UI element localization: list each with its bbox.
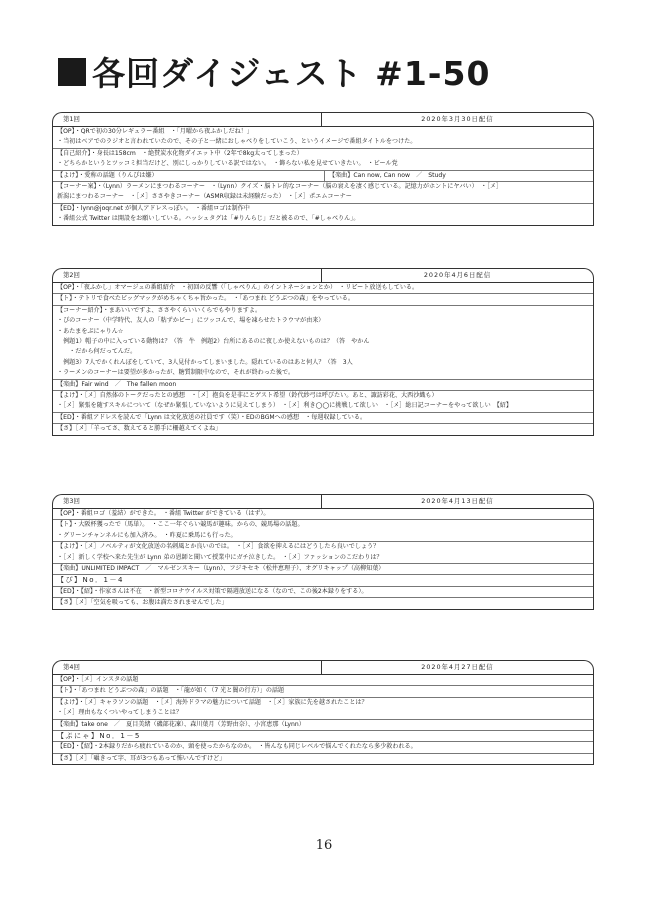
episode-row (53, 730, 593, 741)
episode-row (53, 203, 593, 225)
episode-date: 2020年4月13日配信 (321, 495, 593, 508)
row-text-line: 【ED】・【紹】・作家さんは不在 ・新型コロナウイルス対策で隔週放送になる（なので、この後2本録りをする）。 (57, 587, 368, 595)
episode-row (53, 305, 593, 379)
episode-block (52, 660, 594, 765)
row-text-line: 【OP】・番組ロゴ（羞結）ができた。 ・番組 Twitter ができている（はず）。 (57, 510, 270, 517)
episode-number: 第2回 (63, 271, 80, 279)
row-text-line: 【OP】・QRで初の30分レギュラー番組 ・「月曜から夜ふかしだね！」 (57, 128, 253, 135)
episode-row (53, 597, 593, 608)
row-text-line: 【自己紹介】・身長は158cm ・絶賛炭水化物ダイエット中（2年で8kg太ってしまった） (57, 149, 303, 157)
row-text-line: ・ラーメンのコーナーは要望が多かったが、糖質制限中なので、それが終わった後で。 (57, 369, 295, 377)
row-text-line: 【さ】［メ］「囁きって字、耳が3つもあって怖いんですけど」 (57, 754, 226, 762)
row-text-line: 【コーナー案】・（Lynn）ラーメンにまつわるコーナー ・（Lynn）クイズ・脳トレ的なコーナー（脳の衰えを凄く感じている。記憶力がホントにヤバい） ・［メ］ (57, 183, 503, 191)
row-left-cell: 【よけ】・愛称の話題（りんぴは嫌） (53, 171, 325, 181)
row-text-line: ・［メ］新しく学校へ来た先生が Lynn 弟の恩師と聞いて授業中にガチ泣きした。 ・［メ］ファッションのこだわりは？ (57, 553, 383, 561)
row-text-line: 新潟にまつわるコーナー ・［メ］ささやきコーナー（ASMR収録は未経験だった） ・［メ］ポエムコーナー (57, 193, 352, 201)
row-text-line: 【楽曲】take one ／ 夏目美緒（磯部花凜）、森川葉月（芳野由奈）、小宮恵那（Lynn） (57, 720, 305, 728)
episode-row (53, 412, 593, 423)
row-text-line: ・［メ］理由もなくついやってしまうことは？ (57, 709, 182, 717)
episode-row (53, 586, 593, 597)
row-text-line: ・番組公式 Twitter は開設をお願いしている。ハッシュタグは「#りんらじ」だと被るので、「#しゃべりん」。 (57, 215, 360, 223)
episode-block (52, 494, 594, 610)
episode-row (53, 127, 593, 148)
row-text-line: ・どちらかというとツッコミ担当だけど、別にしっかりしている訳ではない。 ・飾らない私を見せていきたい。 ・ビール党 (57, 160, 398, 168)
row-text-line: ・当初はベアでのラジオと言われていたので、その子と一緒におしゃべりをしていこう、というイメージで番組タイトルをつけた。 (57, 138, 417, 146)
page-title-text: 各回ダイジェスト #1-50 (92, 54, 491, 93)
episode-row (53, 753, 593, 764)
row-text-line: ・ぴのコーナー（中学時代、友人の「粘ずかピー」にツッコんで、場を凍らせたトラウマが由来） (57, 317, 325, 325)
episode-table (52, 282, 594, 436)
title-square-icon (58, 58, 86, 86)
episode-date: 2020年3月30日配信 (321, 113, 593, 126)
episode-row (53, 741, 593, 752)
row-text-line: 【さ】［メ］「羊ってさ、数えてると勝手に柵越えてくよね」 (57, 425, 222, 433)
row-text-line: 【よけ】・［メ］ノベルティが文化放送の名刺風とか良いのでは。 ・［メ］食欲を抑えるにはどうしたら良いでしょう？ (57, 543, 380, 551)
row-text-line: 【ト】・テトリで食べたビッグマックがめちゃくちゃ旨かった。 ・「あつまれ どうぶつの森」をやっている。 (57, 295, 354, 303)
episode-row (53, 390, 593, 412)
episode-date: 2020年4月6日配信 (321, 269, 593, 282)
episode-number: 第1回 (63, 115, 80, 123)
episode-row (53, 685, 593, 696)
row-text-line: 【さ】［メ］「空気を吸っても、お腹は満たされませんでした」 (57, 599, 228, 607)
episode-header (52, 112, 594, 126)
episode-table (52, 508, 594, 610)
page-number: 16 (315, 838, 333, 853)
episode-header (52, 268, 594, 282)
row-sequence-text: 【ぴ】No．1－4 (57, 576, 124, 585)
episode-block (52, 112, 594, 226)
episode-header (52, 494, 594, 508)
episode-date: 2020年4月27日配信 (321, 661, 593, 674)
episode-row (53, 293, 593, 304)
episode-row (53, 379, 593, 390)
episode-table (52, 674, 594, 765)
row-text-line: 【コーナー紹介】・まあいいですよ、ささやくらいいくらでもやりますよ。 (57, 306, 262, 314)
row-text-line: 例題3）7人でかくれんぼをしていて、3人見付かってしまいました。隠れているのはあと何人？（答 3人 (57, 358, 353, 366)
row-text-line: 【楽曲】Fair wind ／ The fallen moon (57, 380, 177, 388)
episode-header (52, 660, 594, 674)
row-text-line: 【楽曲】UNLIMITED IMPACT ／ マルゼンスキー（Lynn）、フジキセキ（松井恵理子）、オグリキャップ（高柳知葉） (57, 565, 385, 573)
episode-block (52, 268, 594, 436)
row-text-line: 【ED】・番組アドレスを読んで「Lynn は文化放送の社員です（笑）・EDのBGMへの感想 ・毎週収録している。 (57, 413, 367, 421)
row-right-cell: 【楽曲】Can now, Can now ／ Study (329, 171, 446, 179)
row-text-line: 【ト】・「あつまれ どうぶつの森」の話題 ・「龍が如く（7 光と闇の行方）」の話題 (57, 687, 285, 695)
episode-number: 第3回 (63, 497, 80, 505)
episode-row (53, 697, 593, 719)
episode-row (53, 719, 593, 730)
episode-row (53, 170, 593, 181)
episode-row (53, 148, 593, 170)
row-text-line: ・あたまをぷにゃりん☆ (57, 327, 124, 335)
episode-row (53, 541, 593, 563)
row-sequence-text: 【ぷにゃ】No．1－5 (57, 732, 141, 741)
episode-row (53, 181, 593, 203)
episode-row (53, 519, 593, 541)
row-text-line: 【ト】・大阪杯獲ったで（馬単）。 ・ここ一年ぐらい競馬が趣味。からの、競馬場の話題。 (57, 521, 304, 529)
episode-row (53, 283, 593, 293)
row-text-line: 【ED】・lynn@joqr.net が個人アドレスっぽい。 ・番組ロゴは制作中 (57, 204, 250, 212)
row-text-line: 【OP】・［メ］インスタの話題 (57, 676, 139, 683)
episode-row (53, 509, 593, 519)
row-text-line: 【よけ】・［メ］自然体のトークだったとの感想 ・［メ］抱負を是非にとゲスト希望（鈴代紗弓は呼びたい。あと、諏訪彩花、大西沙織も） (57, 392, 438, 400)
page-title (58, 48, 490, 95)
episode-row (53, 563, 593, 574)
episode-row (53, 423, 593, 434)
row-text-line: ・［メ］緊張を随すスキルについて（なぜか緊張していないように見えてしまう） ・［メ］利き◯◯に挑戦して欲しい ・［メ］総日記コーナーをやって欲しい 【紹】 (57, 402, 512, 410)
episode-table (52, 126, 594, 226)
row-text-line: ・グリーンチャンネルにも加入済み。 ・昨夏に乗馬にも行った。 (57, 531, 237, 539)
row-text-line: 【ED】・【紹】・2本録りだから疲れているのか、頭を使ったからなのか。 ・皆んなも同じレベルで悩んでくれたなら多少救われる。 (57, 743, 417, 751)
episode-number: 第4回 (63, 663, 80, 671)
row-text-line: ・だから何だってんだ。 (57, 348, 137, 356)
episode-row (53, 675, 593, 685)
episode-row (53, 574, 593, 585)
row-text-line: 例題1）帽子の中に入っている動物は？（答 牛 例題2）台所にあるのに夜しか使えないものは？（答 やかん (57, 338, 370, 346)
row-text-line: 【よけ】・［メ］キャラソンの話題 ・［メ］海外ドラマの魅力について話題 ・［メ］家族に先を越されたことは？ (57, 698, 368, 706)
row-text-line: 【OP】・「夜ふかし」オマージュの番組紹介 ・初回の反響（「しゃべりん」のイントネーションとか） ・リピート放送もしている。 (57, 284, 419, 291)
